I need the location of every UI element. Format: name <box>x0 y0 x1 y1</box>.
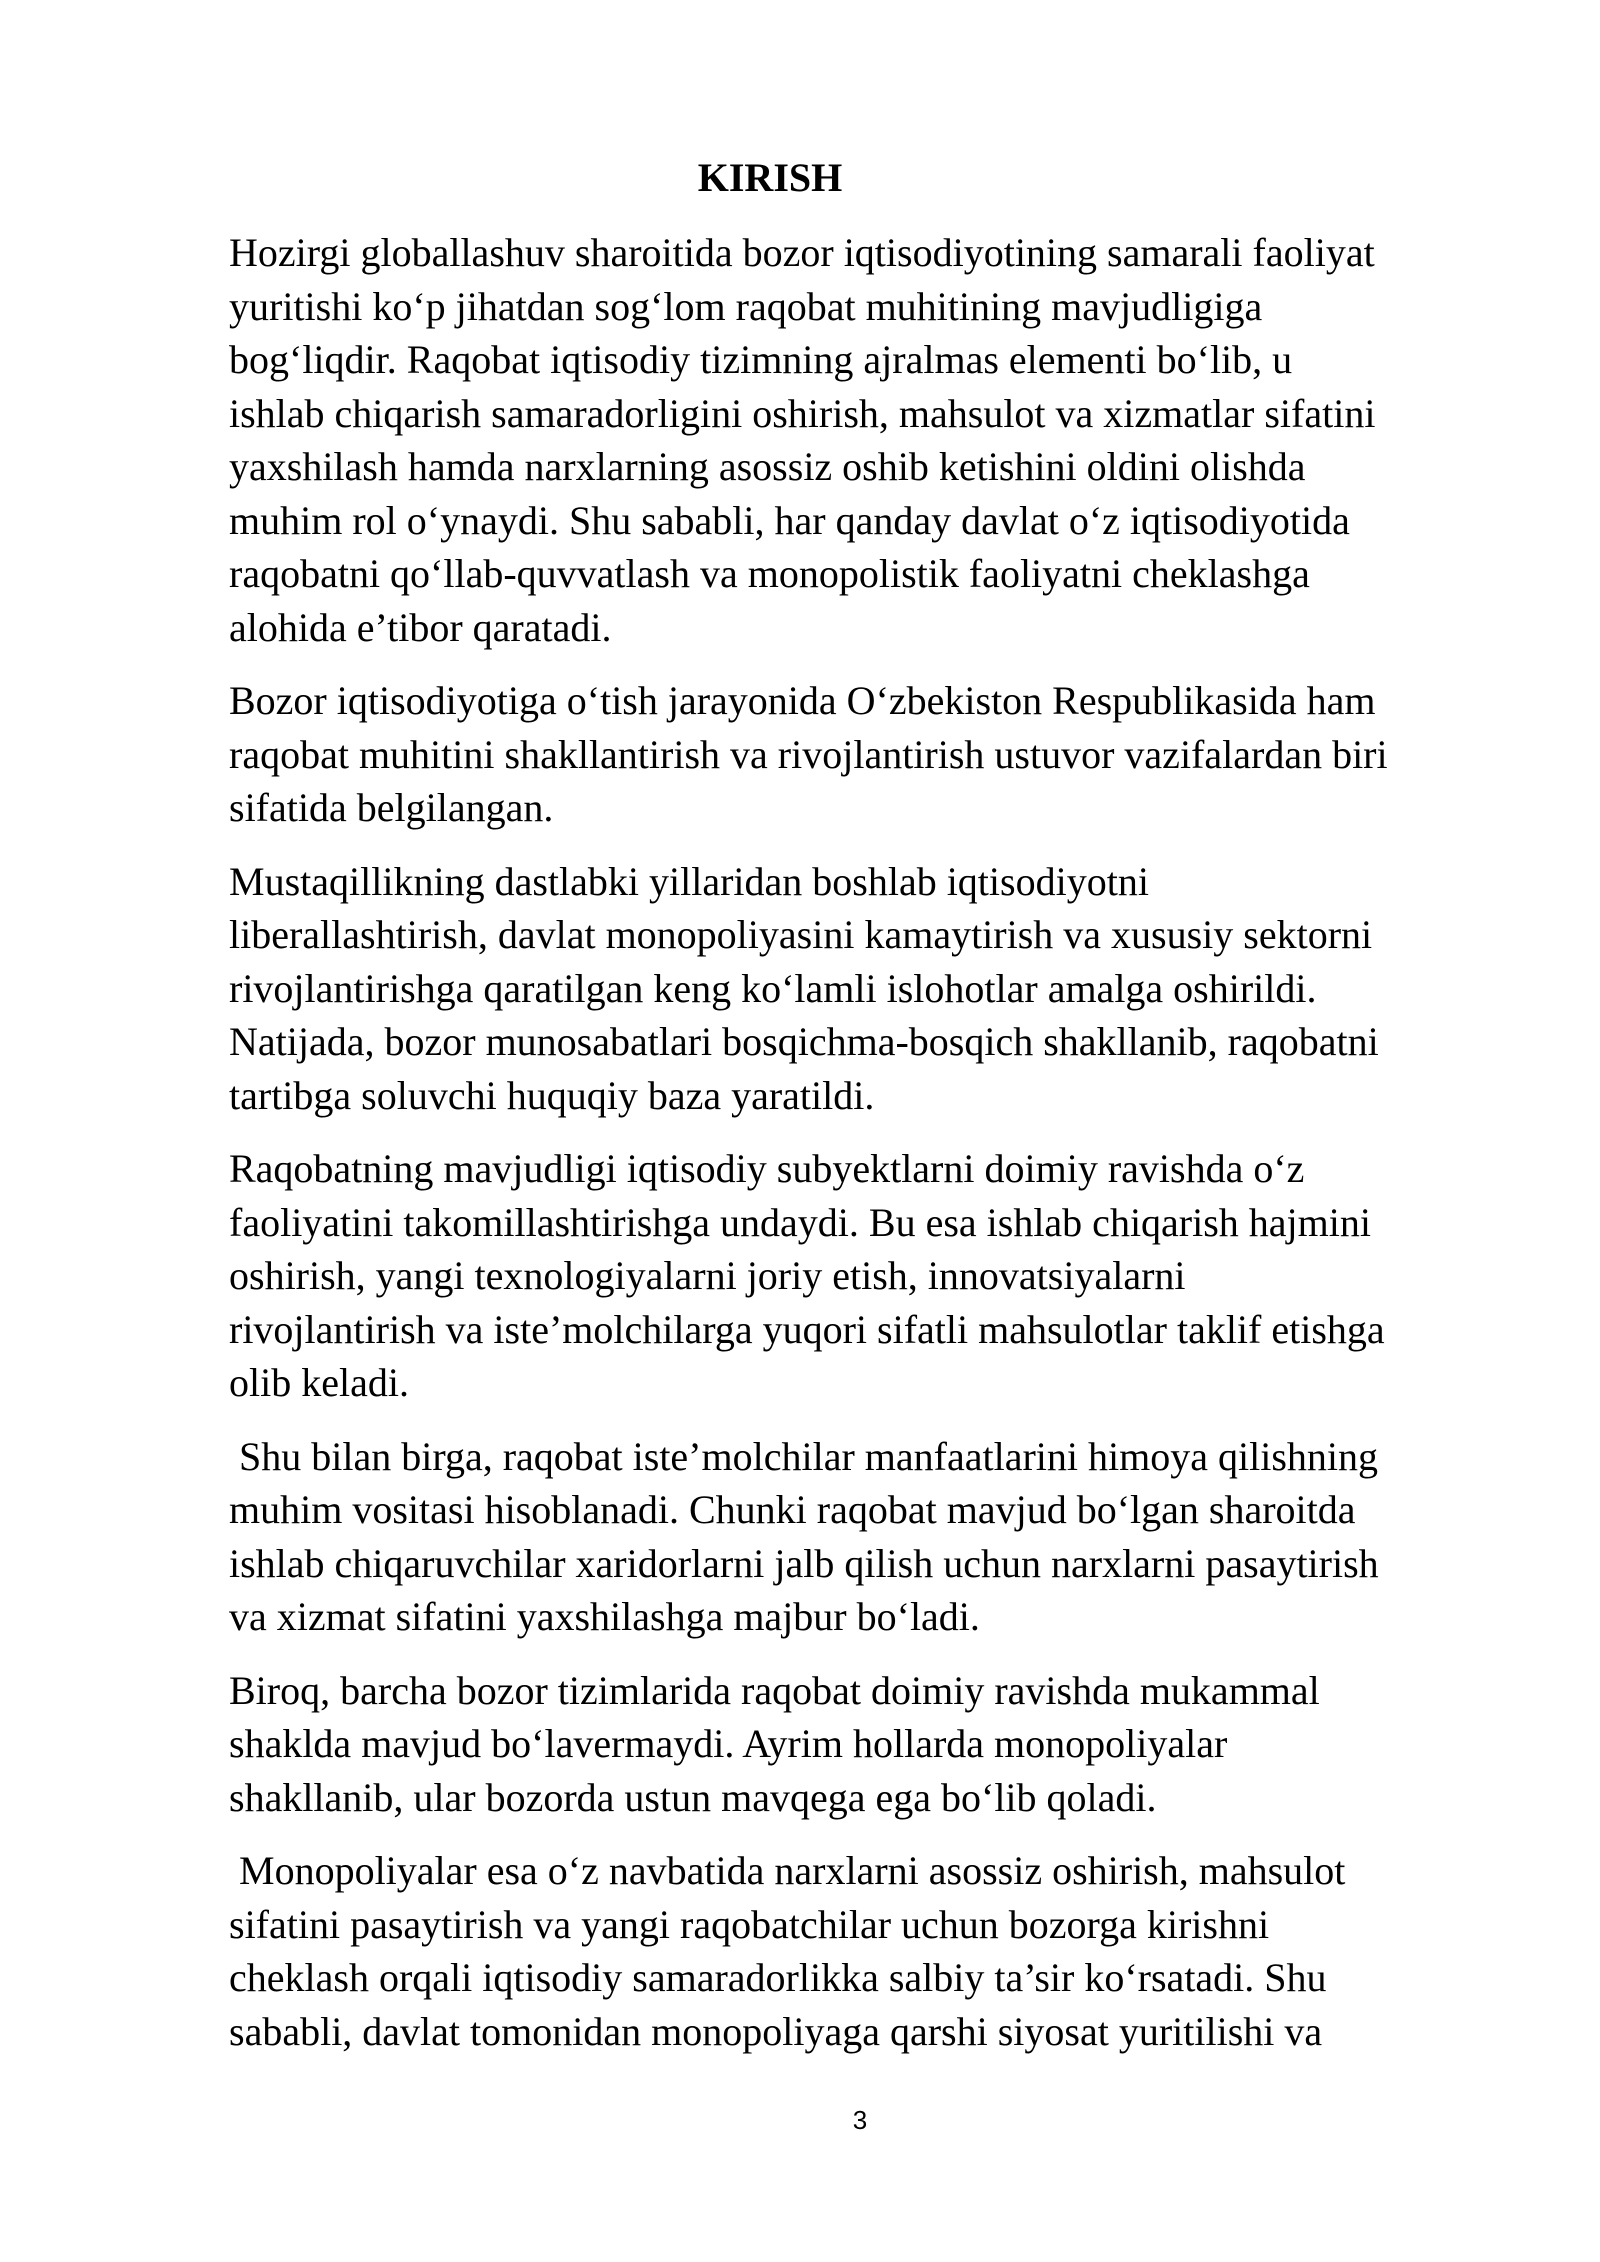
text-line: sifatida belgilangan. <box>229 785 554 830</box>
text-line: Bozor iqtisodiyotiga o‘tish jarayonida O‘zbekiston Respublikasida ham <box>229 678 1376 723</box>
text-line: raqobat muhitini shakllantirish va rivojlantirish ustuvor vazifalardan biri <box>229 732 1388 777</box>
text-line: yuritishi ko‘p jihatdan sog‘lom raqobat muhitining mavjudligiga <box>229 284 1263 329</box>
text-line: olib keladi. <box>229 1360 409 1405</box>
text-line: cheklash orqali iqtisodiy samaradorlikka salbiy ta’sir ko‘rsatadi. Shu <box>229 1955 1327 2000</box>
text-line: muhim vositasi hisoblanadi. Chunki raqobat mavjud bo‘lgan sharoitda <box>229 1487 1356 1532</box>
text-line: tartibga soluvchi huquqiy baza yaratildi. <box>229 1073 875 1118</box>
text-line: shakllanib, ular bozorda ustun mavqega ega bo‘lib qoladi. <box>229 1775 1157 1820</box>
text-line: faoliyatini takomillashtirishga undaydi. Bu esa ishlab chiqarish hajmini <box>229 1200 1372 1245</box>
text-line: sifatini pasaytirish va yangi raqobatchilar uchun bozorga kirishni <box>229 1902 1270 1947</box>
text-line: muhim rol o‘ynaydi. Shu sababli, har qanday davlat o‘z iqtisodiyotida <box>229 498 1350 543</box>
text-line: Shu bilan birga, raqobat iste’molchilar manfaatlarini himoya qilishning <box>229 1434 1379 1479</box>
text-line: rivojlantirishga qaratilgan keng ko‘lamli islohotlar amalga oshirildi. <box>229 966 1317 1011</box>
text-line: rivojlantirish va iste’molchilarga yuqori sifatli mahsulotlar taklif etishga <box>229 1307 1385 1352</box>
text-line: Hozirgi globallashuv sharoitida bozor iqtisodiyotining samarali faoliyat <box>229 230 1375 275</box>
text-line: Raqobatning mavjudligi iqtisodiy subyektlarni doimiy ravishda o‘z <box>229 1146 1305 1191</box>
text-line: Natijada, bozor munosabatlari bosqichma-bosqich shakllanib, raqobatni <box>229 1019 1379 1064</box>
text-line: Mustaqillikning dastlabki yillaridan boshlab iqtisodiyotni <box>229 859 1149 904</box>
page-number: 3 <box>852 2105 868 2135</box>
text-line: yaxshilash hamda narxlarning asossiz oshib ketishini oldini olishda <box>229 444 1306 489</box>
text-line: oshirish, yangi texnologiyalarni joriy etish, innovatsiyalarni <box>229 1253 1186 1298</box>
text-line: va xizmat sifatini yaxshilashga majbur bo‘ladi. <box>229 1594 980 1639</box>
text-line: Biroq, barcha bozor tizimlarida raqobat doimiy ravishda mukammal <box>229 1668 1320 1713</box>
text-line: ishlab chiqarish samaradorligini oshirish, mahsulot va xizmatlar sifatini <box>229 391 1376 436</box>
text-line: shaklda mavjud bo‘lavermaydi. Ayrim hollarda monopoliyalar <box>229 1721 1228 1766</box>
text-line: sababli, davlat tomonidan monopoliyaga qarshi siyosat yuritilishi va <box>229 2009 1323 2054</box>
text-line: liberallashtirish, davlat monopoliyasini kamaytirish va xususiy sektorni <box>229 912 1373 957</box>
text-line: bog‘liqdir. Raqobat iqtisodiy tizimning ajralmas elementi bo‘lib, u <box>229 337 1293 382</box>
text-line: Monopoliyalar esa o‘z navbatida narxlarni asossiz oshirish, mahsulot <box>229 1848 1346 1893</box>
text-line: raqobatni qo‘llab-quvvatlash va monopolistik faoliyatni cheklashga <box>229 551 1310 596</box>
page-title: KIRISH <box>697 155 843 200</box>
text-line: ishlab chiqaruvchilar xaridorlarni jalb qilish uchun narxlarni pasaytirish <box>229 1541 1379 1586</box>
text-line: alohida e’tibor qaratadi. <box>229 605 612 650</box>
